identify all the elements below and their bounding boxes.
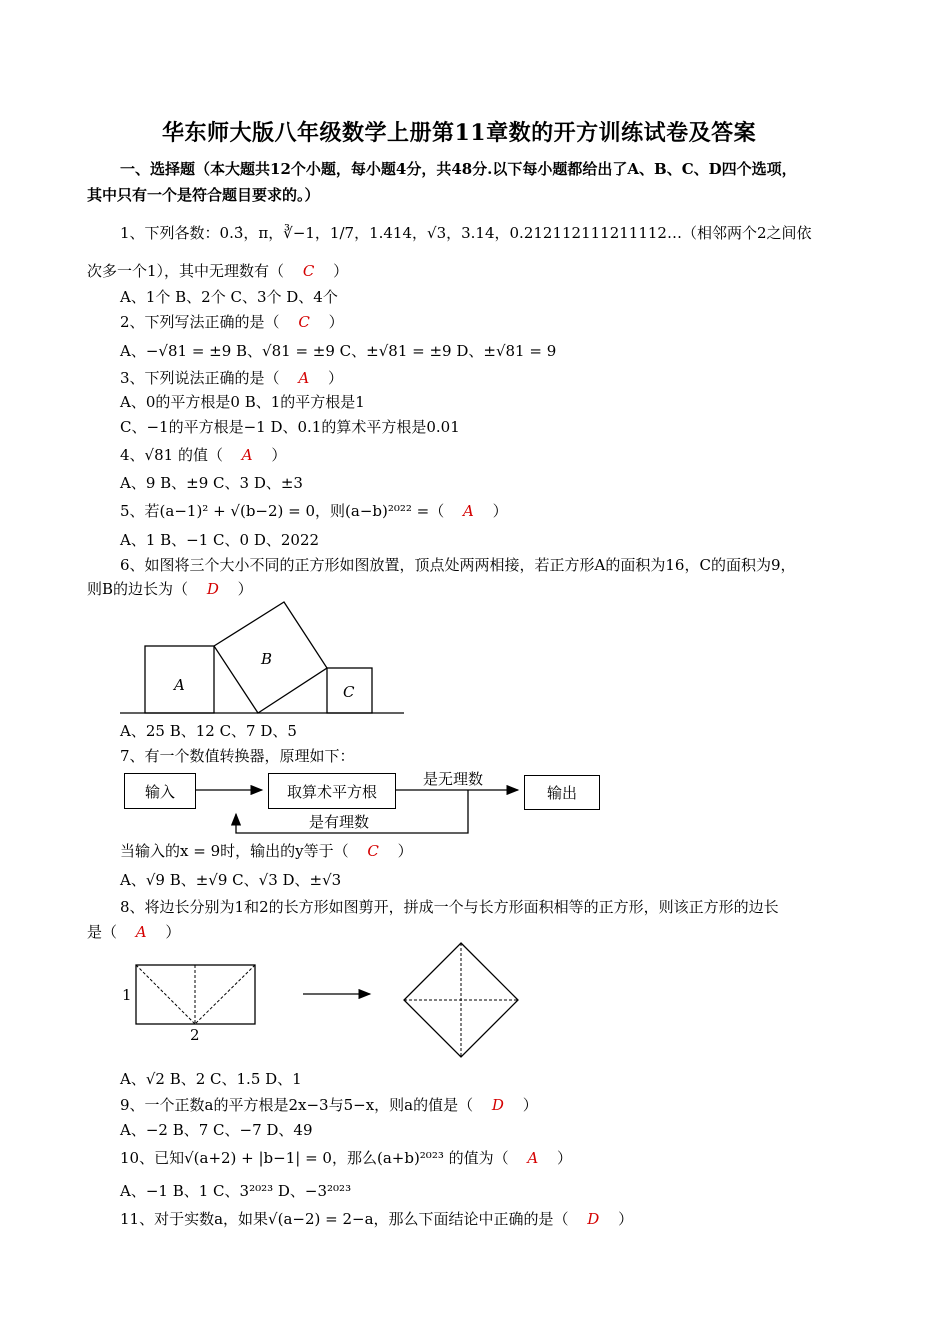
q8-close: ）	[165, 923, 181, 941]
q1-text-line1: 1、下列各数：0.3̇，π，∛−1，1/7，1.414，√3，3.14，0.212112111211112…（相邻两个2之间依	[120, 224, 812, 242]
q1-stem: 次多一个1），其中无理数有（	[87, 262, 285, 280]
q4-stem: 4、√81 的值（	[120, 446, 223, 464]
q8-options: A、√2 B、2 C、1.5 D、1	[120, 1070, 302, 1088]
q11-line	[120, 1208, 633, 1229]
q1-answer: C	[302, 262, 315, 280]
q9-line	[120, 1094, 538, 1115]
q7-label-irrational: 是无理数	[423, 770, 484, 788]
q8-rectangle	[136, 965, 255, 1024]
q7-answer: C	[367, 842, 379, 860]
q6-text-line1: 6、如图将三个大小不同的正方形如图放置，顶点处两两相接，若正方形A的面积为16，C的面积为9，	[120, 556, 796, 574]
q1-text-line2	[87, 260, 348, 281]
q6-label-b: B	[261, 650, 273, 668]
q10-line	[120, 1147, 572, 1168]
q4-close: ）	[271, 446, 287, 464]
q4-options: A、9 B、±9 C、3 D、±3	[120, 474, 303, 492]
q8-square	[404, 943, 518, 1057]
q7-question: 当输入的x = 9时，输出的y等于（	[120, 842, 349, 860]
q3-answer: A	[298, 369, 310, 387]
q10-close: ）	[557, 1149, 573, 1167]
q9-stem: 9、一个正数a的平方根是2x−3与5−x，则a的值是（	[120, 1096, 474, 1114]
q2-close: ）	[328, 313, 344, 331]
q1-close: ）	[333, 262, 349, 280]
q8-rect-cut-left	[136, 965, 195, 1024]
q8-text-line2	[87, 921, 180, 942]
q6-label-a: A	[174, 676, 185, 694]
q9-options: A、−2 B、7 C、−7 D、49	[120, 1121, 313, 1139]
q8-label-side2: 2	[190, 1026, 200, 1044]
q5-stem: 5、若(a−1)² + √(b−2) = 0，则(a−b)²⁰²² =（	[120, 502, 445, 520]
q11-close: ）	[618, 1210, 634, 1228]
q7-output-box: 输出	[524, 775, 600, 810]
q6-label-c: C	[343, 683, 355, 701]
q3-options-2: C、−1的平方根是−1 D、0.1的算术平方根是0.01	[120, 418, 460, 436]
q8-text-line1: 8、将边长分别为1和2的长方形如图剪开，拼成一个与长方形面积相等的正方形，则该正方形的边长	[120, 898, 779, 916]
q2-stem: 2、下列写法正确的是（	[120, 313, 280, 331]
q6-answer: D	[206, 580, 219, 598]
q3-close: ）	[327, 369, 343, 387]
q6-close: ）	[237, 580, 253, 598]
q8-stem: 是（	[87, 923, 118, 941]
q11-stem: 11、对于实数a，如果√(a−2) = 2−a，那么下面结论中正确的是（	[120, 1210, 569, 1228]
q9-answer: D	[491, 1096, 504, 1114]
q8-rect-cut-right	[195, 965, 255, 1024]
q7-options: A、√9 B、±√9 C、√3 D、±√3	[120, 871, 342, 889]
q7-question-line	[120, 840, 413, 861]
section-heading-line1: 一、选择题（本大题共12个小题，每小题4分，共48分.以下每小题都给出了A、B、C、D四个选项，	[120, 160, 797, 178]
q10-options: A、−1 B、1 C、3²⁰²³ D、−3²⁰²³	[120, 1182, 352, 1200]
q6-options: A、25 B、12 C、7 D、5	[120, 722, 297, 740]
q2-answer: C	[298, 313, 310, 331]
q4-line	[120, 444, 286, 465]
q6-text-line2	[87, 578, 253, 599]
q1-options: A、1个 B、2个 C、3个 D、4个	[120, 288, 338, 306]
q3-options-1: A、0的平方根是0 B、1的平方根是1	[120, 393, 365, 411]
q11-answer: D	[587, 1210, 600, 1228]
q8-label-side1: 1	[122, 986, 132, 1004]
q6-stem: 则B的边长为（	[87, 580, 189, 598]
q10-answer: A	[527, 1149, 539, 1167]
q2-options: A、−√81 = ±9 B、√81 = ±9 C、±√81 = ±9 D、±√81 = 9	[120, 342, 557, 360]
q7-process-box: 取算术平方根	[268, 773, 396, 809]
q7-close: ）	[397, 842, 413, 860]
q8-answer: A	[135, 923, 147, 941]
q5-options: A、1 B、−1 C、0 D、2022	[120, 531, 320, 549]
q9-close: ）	[522, 1096, 538, 1114]
q5-close: ）	[492, 502, 508, 520]
q3-stem: 3、下列说法正确的是（	[120, 369, 280, 387]
q5-answer: A	[463, 502, 474, 520]
q5-line	[120, 500, 508, 521]
q2-line	[120, 311, 344, 332]
q7-label-rational: 是有理数	[309, 813, 370, 831]
q3-line	[120, 367, 343, 388]
q4-answer: A	[241, 446, 253, 464]
section-heading-line2: 其中只有一个是符合题目要求的。）	[87, 186, 320, 204]
q7-text: 7、有一个数值转换器，原理如下：	[120, 747, 355, 765]
q10-stem: 10、已知√(a+2) + |b−1| = 0，那么(a+b)²⁰²³ 的值为（	[120, 1149, 509, 1167]
page-title: 华东师大版八年级数学上册第11章数的开方训练试卷及答案	[162, 120, 757, 146]
q7-input-box: 输入	[124, 773, 196, 809]
